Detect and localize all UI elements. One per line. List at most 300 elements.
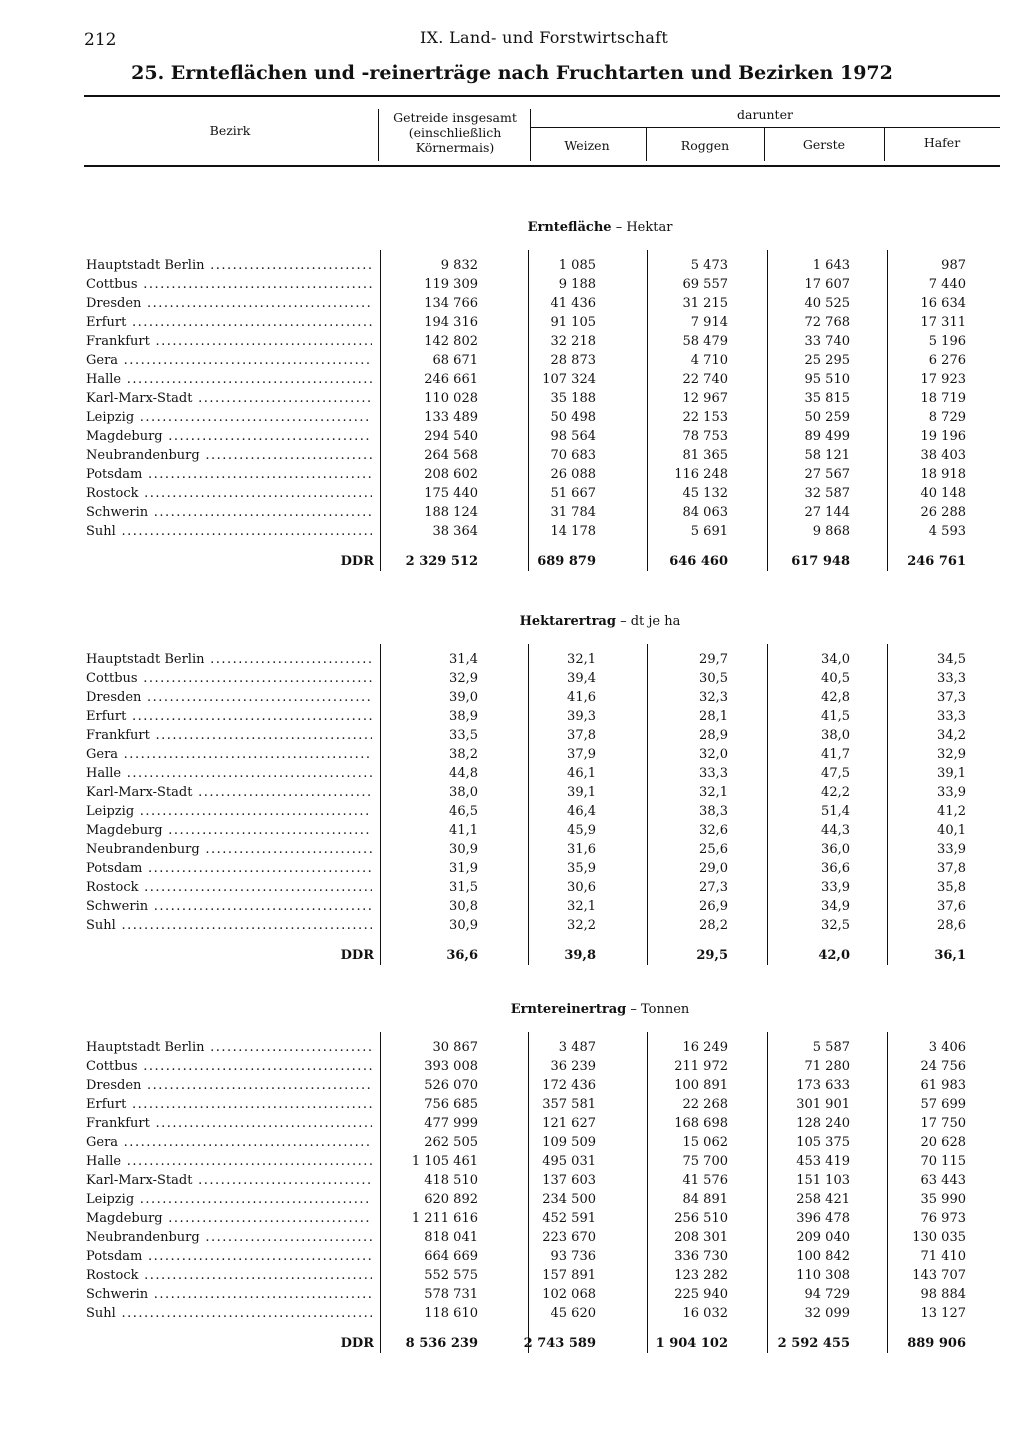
cell-gerste: 89 499 [804, 429, 850, 444]
cell-weizen: 32,1 [567, 899, 596, 914]
cell-weizen: 28 873 [550, 353, 596, 368]
cell-getreide: 664 669 [424, 1249, 478, 1264]
cell-roggen: 29,7 [699, 652, 728, 667]
table-row [84, 652, 1000, 671]
table-total-row [84, 1336, 1000, 1355]
cell-gerste: 33 740 [804, 334, 850, 349]
cell-gerste: 128 240 [796, 1116, 850, 1131]
cell-gerste: 1 643 [812, 258, 850, 273]
table-row [84, 1249, 1000, 1268]
column-rule [528, 250, 529, 571]
row-label: Suhl ..... [86, 918, 372, 933]
column-rule [647, 1032, 648, 1353]
cell-gerste: 17 607 [804, 277, 850, 292]
cell-weizen: 45,9 [567, 823, 596, 838]
cell-weizen: 36 239 [550, 1059, 596, 1074]
cell-roggen: 12 967 [682, 391, 728, 406]
cell-hafer: 57 699 [920, 1097, 966, 1112]
column-rule [528, 644, 529, 965]
cell-getreide: 31,5 [449, 880, 478, 895]
cell-roggen: 84 891 [682, 1192, 728, 1207]
cell-hafer: 130 035 [912, 1230, 966, 1245]
row-label: Potsdam ..... [86, 1249, 372, 1264]
section-title [380, 614, 820, 629]
cell-weizen: 39,4 [567, 671, 596, 686]
cell-roggen: 646 460 [669, 554, 728, 569]
cell-hafer: 18 918 [920, 467, 966, 482]
column-rule [887, 644, 888, 965]
cell-gerste: 258 421 [796, 1192, 850, 1207]
column-rule [380, 1032, 381, 1353]
table-row [84, 1287, 1000, 1306]
cell-getreide: 578 731 [424, 1287, 478, 1302]
cell-hafer: 7 440 [928, 277, 966, 292]
cell-roggen: 33,3 [699, 766, 728, 781]
cell-hafer: 6 276 [928, 353, 966, 368]
cell-weizen: 357 581 [542, 1097, 596, 1112]
table-row [84, 1230, 1000, 1249]
row-label: Halle ..... [86, 766, 372, 781]
cell-roggen: 38,3 [699, 804, 728, 819]
cell-hafer: 40,1 [937, 823, 966, 838]
table-row [84, 1135, 1000, 1154]
table-header [84, 95, 1000, 167]
cell-getreide: 9 832 [440, 258, 478, 273]
cell-roggen: 58 479 [682, 334, 728, 349]
cell-gerste: 36,6 [821, 861, 850, 876]
table-row [84, 1154, 1000, 1173]
page-number: 212 [84, 30, 117, 50]
cell-getreide: 188 124 [424, 505, 478, 520]
row-label: Gera ..... [86, 353, 372, 368]
column-rule [887, 1032, 888, 1353]
table-row [84, 258, 1000, 277]
table-row [84, 410, 1000, 429]
row-label: Leipzig ..... [86, 1192, 372, 1207]
cell-hafer: 63 443 [920, 1173, 966, 1188]
cell-hafer: 28,6 [937, 918, 966, 933]
cell-roggen: 15 062 [682, 1135, 728, 1150]
cell-gerste: 71 280 [804, 1059, 850, 1074]
cell-gerste: 94 729 [804, 1287, 850, 1302]
row-label: Erfurt ..... [86, 1097, 372, 1112]
cell-getreide: 31,4 [449, 652, 478, 667]
cell-getreide: 175 440 [424, 486, 478, 501]
cell-hafer: 98 884 [920, 1287, 966, 1302]
cell-getreide: 208 602 [424, 467, 478, 482]
cell-gerste: 42,0 [818, 948, 850, 963]
cell-hafer: 71 410 [920, 1249, 966, 1264]
cell-hafer: 143 707 [912, 1268, 966, 1283]
cell-gerste: 396 478 [796, 1211, 850, 1226]
table-row [84, 448, 1000, 467]
row-label: DDR [340, 554, 374, 569]
cell-weizen: 3 487 [558, 1040, 596, 1055]
cell-gerste: 41,7 [821, 747, 850, 762]
cell-roggen: 168 698 [674, 1116, 728, 1131]
table-row [84, 372, 1000, 391]
header-hafer: Hafer [923, 135, 961, 150]
cell-weizen: 2 743 589 [523, 1336, 596, 1351]
table-row [84, 747, 1000, 766]
row-label: Rostock ..... [86, 486, 372, 501]
cell-gerste: 32 587 [804, 486, 850, 501]
cell-getreide: 41,1 [449, 823, 478, 838]
cell-weizen: 41,6 [567, 690, 596, 705]
cell-hafer: 76 973 [920, 1211, 966, 1226]
cell-gerste: 40,5 [821, 671, 850, 686]
cell-getreide: 133 489 [424, 410, 478, 425]
table-row [84, 728, 1000, 747]
section-title [380, 220, 820, 235]
cell-gerste: 25 295 [804, 353, 850, 368]
cell-hafer: 4 593 [928, 524, 966, 539]
cell-hafer: 37,3 [937, 690, 966, 705]
cell-weizen: 14 178 [550, 524, 596, 539]
cell-roggen: 32,0 [699, 747, 728, 762]
row-label: Neubrandenburg ..... [86, 842, 372, 857]
table-row [84, 429, 1000, 448]
cell-weizen: 495 031 [542, 1154, 596, 1169]
cell-getreide: 31,9 [449, 861, 478, 876]
cell-hafer: 17 923 [920, 372, 966, 387]
row-label: Gera ..... [86, 747, 372, 762]
row-label: Cottbus ..... [86, 671, 372, 686]
cell-hafer: 26 288 [920, 505, 966, 520]
column-rule [528, 1032, 529, 1353]
cell-getreide: 38 364 [432, 524, 478, 539]
row-label: DDR [340, 1336, 374, 1351]
cell-gerste: 453 419 [796, 1154, 850, 1169]
cell-roggen: 29,0 [699, 861, 728, 876]
table-row [84, 709, 1000, 728]
cell-weizen: 35,9 [567, 861, 596, 876]
cell-hafer: 5 196 [928, 334, 966, 349]
cell-roggen: 7 914 [690, 315, 728, 330]
cell-weizen: 137 603 [542, 1173, 596, 1188]
cell-hafer: 8 729 [928, 410, 966, 425]
cell-roggen: 22 268 [682, 1097, 728, 1112]
cell-roggen: 116 248 [674, 467, 728, 482]
header-weizen: Weizen [564, 138, 610, 153]
table-row [84, 334, 1000, 353]
section-title [380, 1002, 820, 1017]
cell-getreide: 294 540 [424, 429, 478, 444]
table-row [84, 505, 1000, 524]
cell-getreide: 262 505 [424, 1135, 478, 1150]
row-label: Hauptstadt Berlin ..... [86, 652, 372, 667]
cell-hafer: 41,2 [937, 804, 966, 819]
cell-gerste: 2 592 455 [777, 1336, 850, 1351]
cell-hafer: 39,1 [937, 766, 966, 781]
cell-gerste: 110 308 [796, 1268, 850, 1283]
table-row [84, 1211, 1000, 1230]
cell-roggen: 28,2 [699, 918, 728, 933]
cell-gerste: 51,4 [821, 804, 850, 819]
cell-getreide: 246 661 [424, 372, 478, 387]
cell-hafer: 246 761 [907, 554, 966, 569]
row-label: Frankfurt ..... [86, 1116, 372, 1131]
header-darunter: darunter [737, 107, 793, 122]
row-label: Potsdam ..... [86, 861, 372, 876]
cell-getreide: 264 568 [424, 448, 478, 463]
row-label: Karl-Marx-Stadt ..... [86, 785, 372, 800]
cell-hafer: 35,8 [937, 880, 966, 895]
table-row [84, 1059, 1000, 1078]
cell-weizen: 51 667 [550, 486, 596, 501]
cell-gerste: 50 259 [804, 410, 850, 425]
row-label: Erfurt ..... [86, 315, 372, 330]
cell-roggen: 22 740 [682, 372, 728, 387]
cell-gerste: 42,8 [821, 690, 850, 705]
cell-gerste: 42,2 [821, 785, 850, 800]
row-label: Hauptstadt Berlin ..... [86, 258, 372, 273]
row-label: Karl-Marx-Stadt ..... [86, 1173, 372, 1188]
row-label: Frankfurt ..... [86, 728, 372, 743]
cell-hafer: 32,9 [937, 747, 966, 762]
cell-weizen: 98 564 [550, 429, 596, 444]
cell-roggen: 81 365 [682, 448, 728, 463]
cell-hafer: 36,1 [934, 948, 966, 963]
cell-gerste: 9 868 [812, 524, 850, 539]
cell-weizen: 102 068 [542, 1287, 596, 1302]
cell-gerste: 58 121 [804, 448, 850, 463]
cell-hafer: 61 983 [920, 1078, 966, 1093]
cell-gerste: 27 567 [804, 467, 850, 482]
row-label: Schwerin ..... [86, 505, 372, 520]
cell-gerste: 173 633 [796, 1078, 850, 1093]
cell-roggen: 26,9 [699, 899, 728, 914]
cell-getreide: 393 008 [424, 1059, 478, 1074]
cell-getreide: 552 575 [424, 1268, 478, 1283]
row-label: Neubrandenburg ..... [86, 448, 372, 463]
cell-weizen: 9 188 [558, 277, 596, 292]
row-label: Rostock ..... [86, 880, 372, 895]
table-row [84, 277, 1000, 296]
cell-getreide: 418 510 [424, 1173, 478, 1188]
cell-weizen: 37,9 [567, 747, 596, 762]
cell-getreide: 38,0 [449, 785, 478, 800]
table-row [84, 823, 1000, 842]
cell-getreide: 44,8 [449, 766, 478, 781]
header-roggen: Roggen [680, 138, 730, 153]
table-title: 25. Ernteflächen und -reinerträge nach Fruchtarten und Bezirken 1972 [131, 62, 893, 84]
cell-weizen: 46,1 [567, 766, 596, 781]
section-unit: – Hektar [611, 220, 673, 235]
row-label: Magdeburg ..... [86, 429, 372, 444]
cell-getreide: 38,9 [449, 709, 478, 724]
cell-roggen: 75 700 [682, 1154, 728, 1169]
cell-getreide: 30,9 [449, 918, 478, 933]
cell-hafer: 16 634 [920, 296, 966, 311]
cell-gerste: 27 144 [804, 505, 850, 520]
cell-weizen: 223 670 [542, 1230, 596, 1245]
cell-gerste: 36,0 [821, 842, 850, 857]
cell-weizen: 50 498 [550, 410, 596, 425]
cell-getreide: 30 867 [432, 1040, 478, 1055]
header-getreide: Getreide insgesamt (einschließlich Körnermais) [393, 110, 517, 155]
cell-getreide: 30,9 [449, 842, 478, 857]
row-label: Neubrandenburg ..... [86, 1230, 372, 1245]
section-title-label: Erntefläche [527, 220, 612, 235]
cell-hafer: 987 [941, 258, 966, 273]
column-rule [647, 644, 648, 965]
cell-hafer: 3 406 [928, 1040, 966, 1055]
cell-roggen: 45 132 [682, 486, 728, 501]
cell-gerste: 41,5 [821, 709, 850, 724]
cell-weizen: 107 324 [542, 372, 596, 387]
cell-hafer: 13 127 [920, 1306, 966, 1321]
cell-gerste: 151 103 [796, 1173, 850, 1188]
cell-gerste: 34,9 [821, 899, 850, 914]
row-label: Erfurt ..... [86, 709, 372, 724]
cell-getreide: 134 766 [424, 296, 478, 311]
cell-roggen: 336 730 [674, 1249, 728, 1264]
cell-hafer: 889 906 [907, 1336, 966, 1351]
cell-weizen: 234 500 [542, 1192, 596, 1207]
cell-getreide: 68 671 [432, 353, 478, 368]
cell-gerste: 5 587 [812, 1040, 850, 1055]
cell-weizen: 31,6 [567, 842, 596, 857]
cell-roggen: 123 282 [674, 1268, 728, 1283]
column-rule [647, 250, 648, 571]
cell-getreide: 119 309 [424, 277, 478, 292]
cell-roggen: 78 753 [682, 429, 728, 444]
row-label: Dresden ..... [86, 296, 372, 311]
cell-weizen: 46,4 [567, 804, 596, 819]
cell-weizen: 26 088 [550, 467, 596, 482]
column-rule [767, 1032, 768, 1353]
cell-hafer: 17 750 [920, 1116, 966, 1131]
table-row [84, 353, 1000, 372]
row-label: Dresden ..... [86, 1078, 372, 1093]
cell-weizen: 452 591 [542, 1211, 596, 1226]
cell-hafer: 17 311 [920, 315, 966, 330]
cell-getreide: 620 892 [424, 1192, 478, 1207]
cell-gerste: 34,0 [821, 652, 850, 667]
cell-hafer: 34,5 [937, 652, 966, 667]
cell-roggen: 4 710 [690, 353, 728, 368]
cell-roggen: 31 215 [682, 296, 728, 311]
row-label: Suhl ..... [86, 1306, 372, 1321]
cell-getreide: 8 536 239 [405, 1336, 478, 1351]
row-label: Suhl ..... [86, 524, 372, 539]
row-label: DDR [340, 948, 374, 963]
cell-weizen: 39,8 [564, 948, 596, 963]
section-title-label: Hektarertrag [519, 614, 616, 629]
table-total-row [84, 948, 1000, 967]
cell-weizen: 35 188 [550, 391, 596, 406]
table-row [84, 918, 1000, 937]
column-rule [887, 250, 888, 571]
cell-getreide: 30,8 [449, 899, 478, 914]
row-label: Cottbus ..... [86, 277, 372, 292]
cell-gerste: 105 375 [796, 1135, 850, 1150]
cell-weizen: 45 620 [550, 1306, 596, 1321]
cell-getreide: 194 316 [424, 315, 478, 330]
cell-gerste: 40 525 [804, 296, 850, 311]
cell-weizen: 32,1 [567, 652, 596, 667]
cell-roggen: 16 249 [682, 1040, 728, 1055]
column-rule [767, 644, 768, 965]
table-row [84, 1306, 1000, 1325]
table-row [84, 296, 1000, 315]
table-row [84, 467, 1000, 486]
cell-roggen: 16 032 [682, 1306, 728, 1321]
cell-gerste: 38,0 [821, 728, 850, 743]
cell-roggen: 256 510 [674, 1211, 728, 1226]
table-row [84, 671, 1000, 690]
table-row [84, 524, 1000, 543]
cell-roggen: 5 691 [690, 524, 728, 539]
cell-roggen: 28,1 [699, 709, 728, 724]
cell-hafer: 33,9 [937, 842, 966, 857]
section-unit: – Tonnen [626, 1002, 690, 1017]
row-label: Leipzig ..... [86, 410, 372, 425]
cell-getreide: 118 610 [424, 1306, 478, 1321]
cell-roggen: 29,5 [696, 948, 728, 963]
table-row [84, 690, 1000, 709]
cell-weizen: 70 683 [550, 448, 596, 463]
cell-weizen: 31 784 [550, 505, 596, 520]
cell-hafer: 33,9 [937, 785, 966, 800]
table-row [84, 1268, 1000, 1287]
table-row [84, 766, 1000, 785]
column-rule [380, 644, 381, 965]
table-row [84, 842, 1000, 861]
cell-roggen: 1 904 102 [655, 1336, 728, 1351]
cell-weizen: 109 509 [542, 1135, 596, 1150]
cell-roggen: 69 557 [682, 277, 728, 292]
cell-hafer: 34,2 [937, 728, 966, 743]
column-rule [380, 250, 381, 571]
row-label: Magdeburg ..... [86, 823, 372, 838]
cell-getreide: 756 685 [424, 1097, 478, 1112]
cell-weizen: 157 891 [542, 1268, 596, 1283]
cell-weizen: 41 436 [550, 296, 596, 311]
table-row [84, 785, 1000, 804]
cell-roggen: 84 063 [682, 505, 728, 520]
cell-getreide: 32,9 [449, 671, 478, 686]
cell-gerste: 209 040 [796, 1230, 850, 1245]
cell-roggen: 25,6 [699, 842, 728, 857]
cell-weizen: 39,3 [567, 709, 596, 724]
cell-gerste: 33,9 [821, 880, 850, 895]
cell-getreide: 110 028 [424, 391, 478, 406]
cell-roggen: 30,5 [699, 671, 728, 686]
table-row [84, 1116, 1000, 1135]
cell-roggen: 211 972 [674, 1059, 728, 1074]
row-label: Gera ..... [86, 1135, 372, 1150]
table-row [84, 1078, 1000, 1097]
chapter-heading: IX. Land- und Forstwirtschaft [420, 28, 669, 47]
cell-gerste: 95 510 [804, 372, 850, 387]
row-label: Karl-Marx-Stadt ..... [86, 391, 372, 406]
cell-gerste: 44,3 [821, 823, 850, 838]
cell-hafer: 33,3 [937, 709, 966, 724]
row-label: Rostock ..... [86, 1268, 372, 1283]
cell-roggen: 32,6 [699, 823, 728, 838]
table-row [84, 861, 1000, 880]
cell-roggen: 5 473 [690, 258, 728, 273]
cell-gerste: 32 099 [804, 1306, 850, 1321]
cell-gerste: 301 901 [796, 1097, 850, 1112]
table-row [84, 899, 1000, 918]
cell-gerste: 32,5 [821, 918, 850, 933]
cell-weizen: 37,8 [567, 728, 596, 743]
cell-roggen: 32,3 [699, 690, 728, 705]
cell-hafer: 35 990 [920, 1192, 966, 1207]
